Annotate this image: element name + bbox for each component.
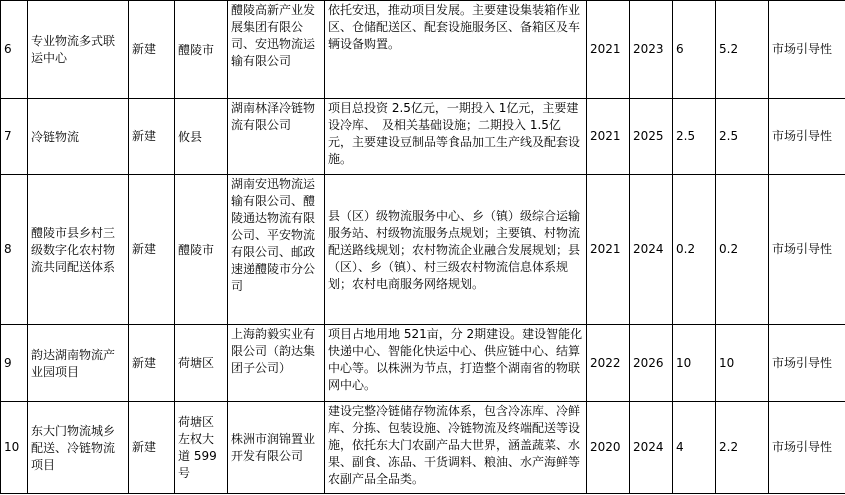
end-year: 2025 xyxy=(630,99,673,175)
total-investment: 10 xyxy=(673,325,716,402)
project-location: 攸县 xyxy=(175,99,228,175)
project-nature: 市场引导性 xyxy=(769,99,845,175)
start-year: 2021 xyxy=(587,99,630,175)
start-year: 2021 xyxy=(587,175,630,325)
table-row xyxy=(1,99,845,175)
construction-type: 新建 xyxy=(129,402,175,494)
end-year: 2024 xyxy=(630,175,673,325)
project-content: 项目总投资 2.5亿元，一期投入 1亿元，主要建设冷库、 及相关基础设施；二期投入 1.5亿元，主要建设豆制品等食品加工生产线及配套设施。 xyxy=(325,99,587,175)
row-number: 8 xyxy=(1,175,28,325)
project-nature: 市场引导性 xyxy=(769,325,845,402)
planned-investment: 0.2 xyxy=(716,175,769,325)
project-location: 醴陵市 xyxy=(175,175,228,325)
construction-type: 新建 xyxy=(129,1,175,99)
project-name: 东大门物流城乡配送、冷链物流项目 xyxy=(28,402,129,494)
project-owner: 醴陵高新产业发展集团有限公司、安迅物流运输有限公司 xyxy=(228,1,325,99)
start-year: 2020 xyxy=(587,402,630,494)
table-row xyxy=(1,1,845,99)
table-row xyxy=(1,402,845,494)
total-investment: 6 xyxy=(673,1,716,99)
project-owner: 上海韵毅实业有限公司（韵达集团子公司） xyxy=(228,325,325,402)
planned-investment: 2.5 xyxy=(716,99,769,175)
project-owner: 湖南林泽冷链物流有限公司 xyxy=(228,99,325,175)
construction-type: 新建 xyxy=(129,325,175,402)
project-content: 建设完整冷链储存物流体系，包含冷冻库、冷鲜库、分拣、包装设施、冷链物流及终端配送等设施，依托东大门农副产品大世界，涵盖蔬菜、水果、副食、冻品、干货调料、粮油、水产海鲜等农副产品全品类。 xyxy=(325,402,587,494)
start-year: 2022 xyxy=(587,325,630,402)
end-year: 2024 xyxy=(630,402,673,494)
construction-type: 新建 xyxy=(129,99,175,175)
planned-investment: 10 xyxy=(716,325,769,402)
start-year: 2021 xyxy=(587,1,630,99)
row-number: 7 xyxy=(1,99,28,175)
table-row xyxy=(1,175,845,325)
total-investment: 0.2 xyxy=(673,175,716,325)
project-nature: 市场引导性 xyxy=(769,402,845,494)
row-number: 10 xyxy=(1,402,28,494)
project-nature: 市场引导性 xyxy=(769,175,845,325)
project-owner: 株洲市润锦置业开发有限公司 xyxy=(228,402,325,494)
total-investment: 4 xyxy=(673,402,716,494)
project-location: 荷塘区左权大道 599号 xyxy=(175,402,228,494)
table-row xyxy=(1,325,845,402)
project-name: 专业物流多式联运中心 xyxy=(28,1,129,99)
project-content: 依托安迅，推动项目发展。主要建设集装箱作业区、仓储配送区、配套设施服务区、备箱区及车辆设备购置。 xyxy=(325,1,587,99)
total-investment: 2.5 xyxy=(673,99,716,175)
project-name: 韵达湖南物流产业园项目 xyxy=(28,325,129,402)
end-year: 2023 xyxy=(630,1,673,99)
row-number: 6 xyxy=(1,1,28,99)
project-location: 荷塘区 xyxy=(175,325,228,402)
end-year: 2026 xyxy=(630,325,673,402)
planned-investment: 5.2 xyxy=(716,1,769,99)
project-content: 县（区）级物流服务中心、乡（镇）级综合运输服务站、村级物流服务点规划；主要镇、村物流配送路线规划；农村物流企业融合发展规划；县（区）、乡（镇）、村三级农村物流信息体系规划；农村电商服务网络规划。 xyxy=(325,175,587,325)
project-nature: 市场引导性 xyxy=(769,1,845,99)
planned-investment: 2.2 xyxy=(716,402,769,494)
project-name: 醴陵市县乡村三级数字化农村物流共同配送体系 xyxy=(28,175,129,325)
project-owner: 湖南安迅物流运输有限公司、醴陵通达物流有限公司、平安物流有限公司、邮政速递醴陵市分公司 xyxy=(228,175,325,325)
project-content: 项目占地用地 521亩，分 2期建设。建设智能化快递中心、智能化快运中心、供应链中心、结算中心等。以株洲为节点，打造整个湖南省的物联网中心。 xyxy=(325,325,587,402)
row-number: 9 xyxy=(1,325,28,402)
project-location: 醴陵市 xyxy=(175,1,228,99)
construction-type: 新建 xyxy=(129,175,175,325)
project-name: 冷链物流 xyxy=(28,99,129,175)
